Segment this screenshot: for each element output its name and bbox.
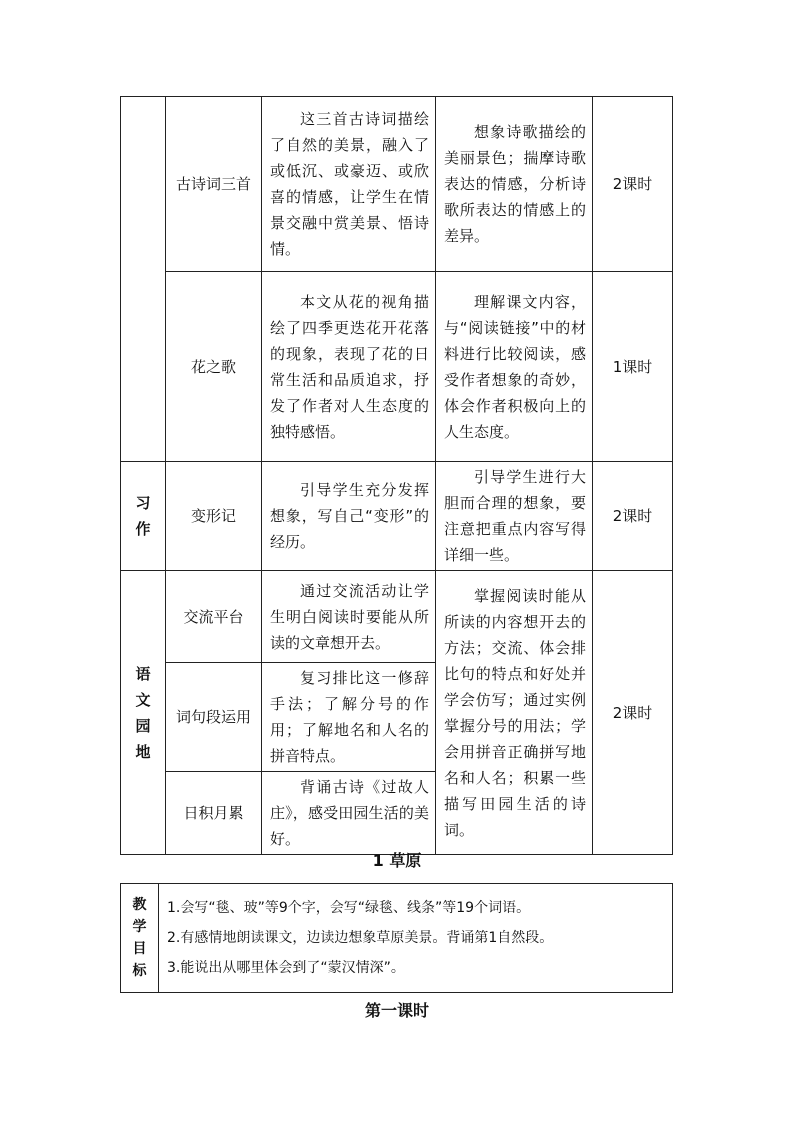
category-cell-empty: [121, 97, 166, 462]
content-cell: [262, 772, 436, 855]
content-text: 本文从花的视角描绘了四季更迭花开花落的现象，表现了花的日常生活和品质追求，抒发了作者对人生态度的独特感悟。: [270, 292, 429, 441]
goal-cell: [436, 462, 593, 571]
table-row: [121, 884, 673, 993]
goal-item: 3.能说出从哪里体会到了“蒙汉情深”。: [167, 960, 405, 976]
goal-cell: [436, 571, 593, 855]
lesson-name: 古诗词三首: [166, 97, 262, 272]
table-row: [121, 272, 673, 462]
content-text: 通过交流活动让学生明白阅读时要能从所读的文章想开去。: [270, 581, 429, 652]
goal-text: 引导学生进行大胆而合理的想象，要注意把重点内容写得详细一些。: [444, 468, 586, 564]
period-title: 第一课时: [364, 1001, 429, 1020]
goal-text: 掌握阅读时能从所读的内容想开去的方法；交流、体会排比句的特点和好处并学会仿写；通过实例掌握分号的用法；学会用拼音正确拼写地名和人名；积累一些描写田园生活的诗词。: [444, 586, 586, 839]
lesson-name: 交流平台: [166, 571, 262, 663]
content-cell: [262, 272, 436, 462]
content-text: 背诵古诗《过故人庄》，感受田园生活的美好。: [270, 778, 429, 848]
lesson-name: 日积月累: [166, 772, 262, 855]
goals-label-cell: [121, 884, 159, 993]
content-cell: [262, 663, 436, 772]
time-cell: 2课时: [593, 462, 673, 571]
units-overview-table: [120, 96, 673, 855]
content-text: 复习排比这一修辞手法；了解分号的作用；了解地名和人名的拼音特点。: [270, 669, 429, 765]
time-cell: 2课时: [593, 97, 673, 272]
content-text: 引导学生充分发挥想象，写自己“变形”的经历。: [270, 481, 429, 551]
content-cell: [262, 462, 436, 571]
category-char: 习: [135, 494, 151, 512]
table-row: [121, 97, 673, 272]
lesson-name: 花之歌: [166, 272, 262, 462]
category-char: 地: [135, 742, 151, 761]
lesson-name: 变形记: [166, 462, 262, 571]
category-char: 园: [135, 716, 151, 735]
category-char: 作: [135, 520, 151, 538]
content-cell: [262, 571, 436, 663]
goal-text: 理解课文内容，与“阅读链接”中的材料进行比较阅读，感受作者想象的奇妙，体会作者积极向上的人生态度。: [444, 292, 586, 441]
time-cell: 2课时: [593, 571, 673, 855]
goal-item: 1.会写“毯、玻”等9个字，会写“绿毯、线条”等19个词语。: [167, 900, 531, 916]
goal-text: 想象诗歌描绘的美丽景色；揣摩诗歌表达的情感，分析诗歌所表达的情感上的差异。: [444, 123, 586, 245]
goals-list-cell: [159, 884, 673, 993]
table-row: [121, 462, 673, 571]
category-cell-yuwen-yuandi: [121, 571, 166, 855]
lesson-title: 1 草原: [372, 851, 422, 870]
category-cell-xizuo: [121, 462, 166, 571]
category-char: 语: [135, 664, 151, 683]
lesson-name: 词句段运用: [166, 663, 262, 772]
time-cell: 1课时: [593, 272, 673, 462]
content-cell: [262, 97, 436, 272]
category-char: 文: [135, 690, 151, 709]
goals-label-char: 标: [132, 963, 147, 979]
goals-label-char: 学: [132, 919, 147, 935]
goal-item: 2.有感情地朗读课文，边读边想象草原美景。背诵第1自然段。: [167, 930, 554, 946]
table-row: [121, 571, 673, 663]
goal-cell: [436, 272, 593, 462]
content-text: 这三首古诗词描绘了自然的美景，融入了或低沉、或豪迈、或欣喜的情感，让学生在情景交融中赏美景、悟诗情。: [270, 110, 429, 258]
teaching-goals-table: [120, 883, 673, 993]
goal-cell: [436, 97, 593, 272]
goals-label-char: 目: [132, 941, 147, 957]
goals-label-char: 教: [132, 897, 147, 913]
